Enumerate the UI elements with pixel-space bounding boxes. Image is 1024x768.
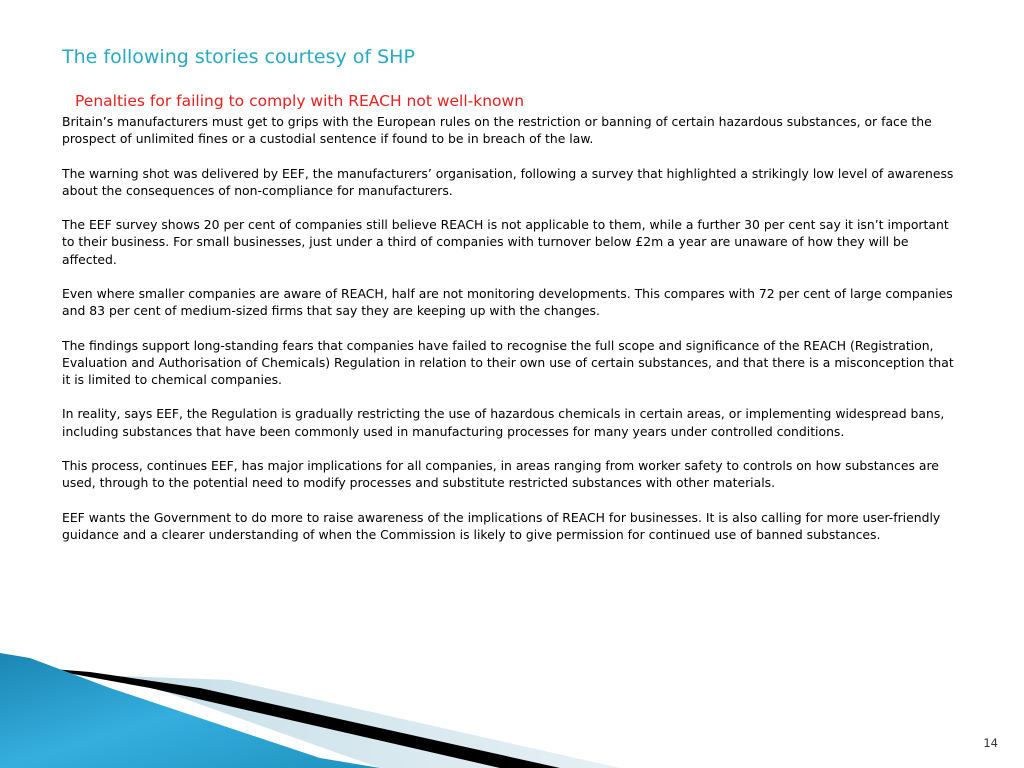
story-paragraph: Britain’s manufacturers must get to grips with the European rules on the restriction or banning of certain hazardous substances, or face the prospect of unlimited fines or a custodial sentence if found to be in breach of the law. (62, 114, 932, 147)
slide-title: The following stories courtesy of SHP (62, 46, 415, 68)
story-paragraph: Even where smaller companies are aware of REACH, half are not monitoring developments. This compares with 72 per cent of large companies and 83 per cent of medium-sized firms that say they are keeping up with the changes. (62, 285, 953, 319)
story-heading: Penalties for failing to comply with REACH not well-known (75, 92, 525, 110)
page-number: 14 (983, 736, 998, 750)
story-paragraph: The EEF survey shows 20 per cent of companies still believe REACH is not applicable to them, while a further 30 per cent say it isn’t important to their business. For small businesses, just under a third of companies with turnover below £2m a year are unaware of how they will be affected. (62, 217, 949, 267)
story-paragraph: EEF wants the Government to do more to raise awareness of the implications of REACH for businesses. It is also calling for more user-friendly guidance and a clearer understanding of when the Commission is likely to give permission for continued use of banned substances. (62, 509, 941, 542)
story-body (62, 113, 962, 560)
story-paragraph: The warning shot was delivered by EEF, the manufacturers’ organisation, following a survey that highlighted a strikingly low level of awareness about the consequences of non-compliance for manufacturers. (62, 165, 954, 198)
decorative-swoosh (0, 638, 1024, 768)
story-paragraph: In reality, says EEF, the Regulation is gradually restricting the use of hazardous chemicals in certain areas, or implementing widespread bans, including substances that have been commonly used in manufacturing processes for many years under controlled conditions. (62, 406, 945, 439)
story-paragraph: The findings support long-standing fears that companies have failed to recognise the full scope and significance of the REACH (Registration, Evaluation and Authorisation of Chemicals) Regulation in relation to their own use of certain substances, and that there is a misconception that it is limited to chemical companies. (62, 337, 954, 387)
story-paragraph: This process, continues EEF, has major implications for all companies, in areas ranging from worker safety to controls on how substances are used, through to the potential need to modify processes and substitute restricted substances with other materials. (62, 457, 939, 491)
